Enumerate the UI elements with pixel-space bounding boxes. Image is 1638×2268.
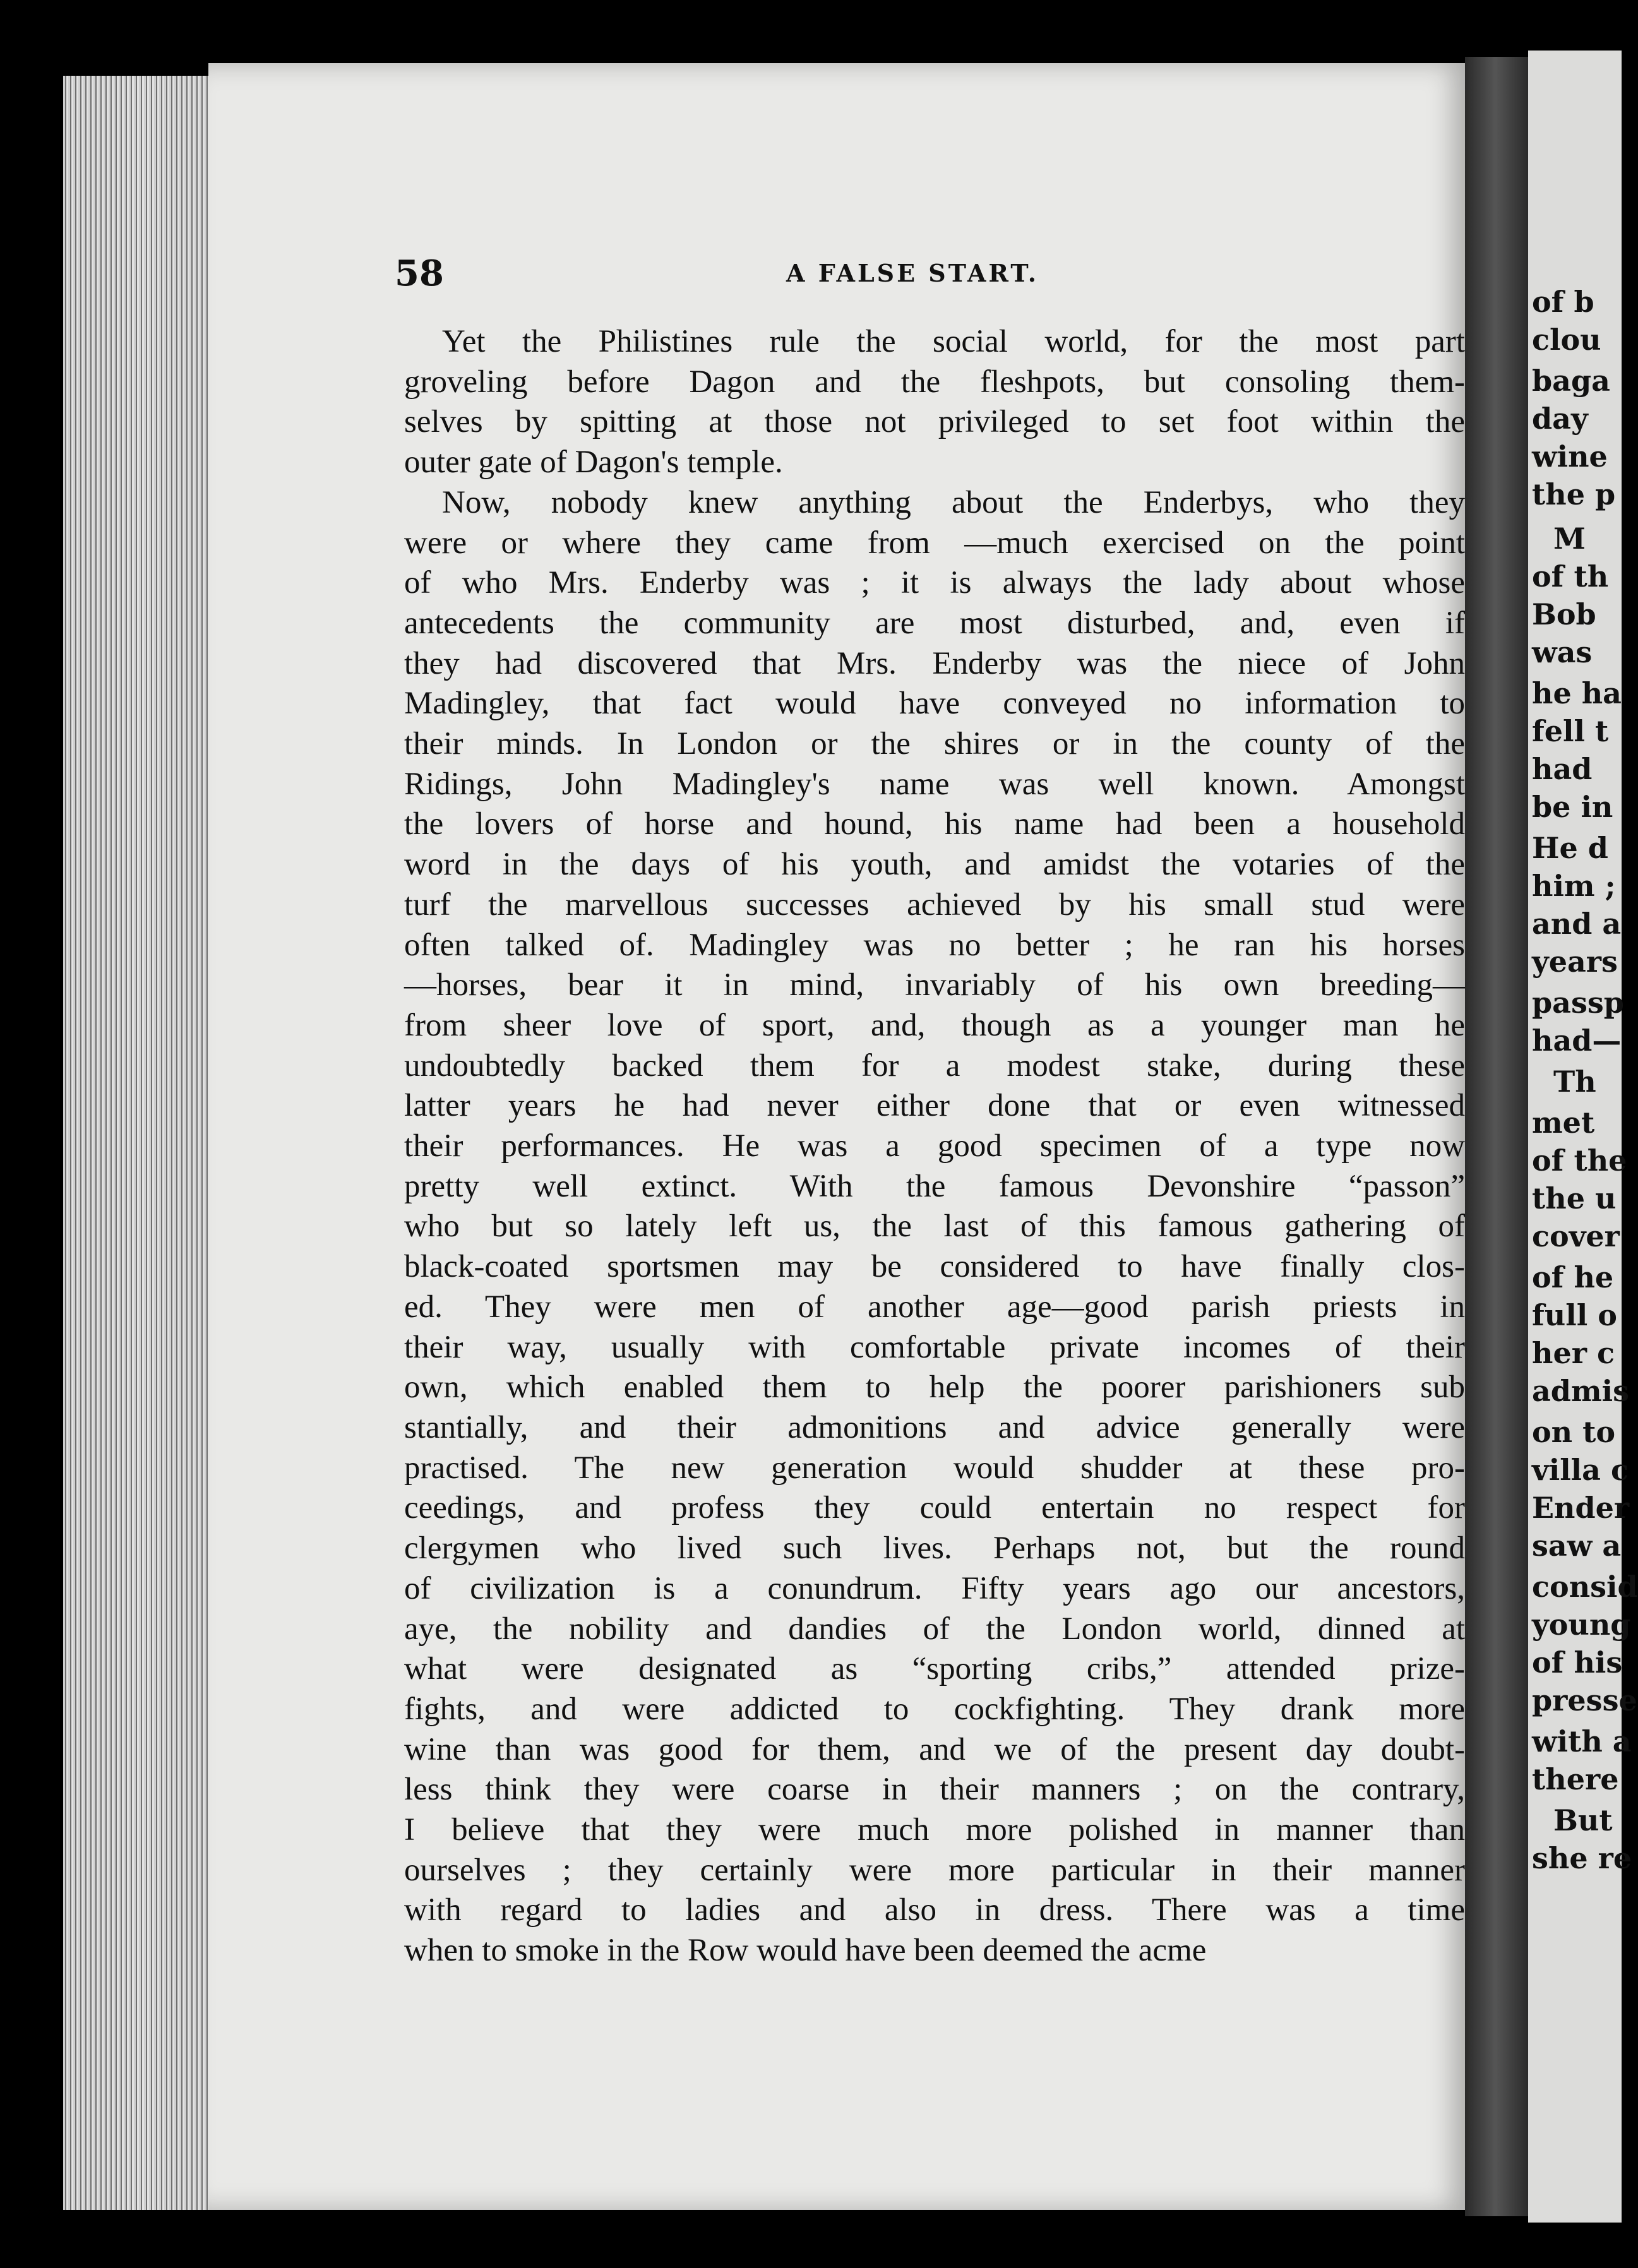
text-line: antecedents the community are most disturbed, and, even if <box>404 605 1465 641</box>
text-line: when to smoke in the Row would have been deemed the acme <box>404 1933 1207 1969</box>
text-line: selves by spitting at those not privileged to set foot within the <box>404 404 1465 440</box>
facing-page-fragment: be in <box>1532 790 1613 824</box>
facing-page-fragment: was <box>1532 635 1593 669</box>
text-line: groveling before Dagon and the fleshpots, but consoling them- <box>404 364 1465 400</box>
facing-page-fragment: full o <box>1532 1298 1617 1332</box>
text-line: Now, nobody knew anything about the Enderbys, who they <box>442 484 1465 520</box>
text-line: practised. The new generation would shudder at these pro- <box>404 1450 1465 1486</box>
paragraph <box>404 322 1465 483</box>
text-line: outer gate of Dagon's temple. <box>404 445 783 480</box>
body-text <box>404 322 1465 1971</box>
facing-page-fragment: consid <box>1532 1570 1638 1604</box>
facing-page-fragment: villa c <box>1532 1453 1629 1487</box>
facing-page-fragment: admis <box>1532 1374 1630 1408</box>
text-line: what were designated as “sporting cribs,” attended prize- <box>404 1651 1465 1687</box>
text-line: clergymen who lived such lives. Perhaps not, but the round <box>404 1531 1465 1567</box>
facing-page-fragment: there <box>1532 1762 1619 1796</box>
facing-page-fragment: met <box>1532 1106 1595 1140</box>
facing-page-fragment: her c <box>1532 1336 1615 1370</box>
facing-page-fragment: M <box>1553 522 1586 556</box>
text-line: of civilization is a conundrum. Fifty years ago our ancestors, <box>404 1570 1465 1606</box>
facing-page-fragment: Th <box>1553 1065 1596 1099</box>
text-line: wine than was good for them, and we of the present day doubt- <box>404 1731 1465 1767</box>
text-line: I believe that they were much more polished in manner than <box>404 1812 1465 1848</box>
facing-page-fragment: Bob <box>1532 597 1596 631</box>
text-line: latter years he had never either done that or even witnessed <box>404 1088 1465 1124</box>
text-line: pretty well extinct. With the famous Devonshire “passon” <box>404 1168 1465 1204</box>
text-line: of who Mrs. Enderby was ; it is always the lady about whose <box>404 565 1465 601</box>
facing-page-fragment: had <box>1532 752 1593 786</box>
facing-page-fragment: years <box>1532 945 1618 979</box>
facing-page-fragment: and a <box>1532 907 1622 941</box>
text-line: Yet the Philistines rule the social world, for the most part <box>442 324 1465 359</box>
text-line: their minds. In London or the shires or in the county of the <box>404 726 1465 762</box>
page-number: 58 <box>395 253 444 294</box>
page-edges <box>63 76 221 2210</box>
facing-page-fragment: young <box>1532 1608 1631 1642</box>
facing-page-fragment: of he <box>1532 1260 1614 1294</box>
facing-page-fragment: had— <box>1532 1024 1622 1058</box>
facing-page-fragment: clou <box>1532 323 1601 357</box>
facing-page-fragment: of b <box>1532 285 1594 319</box>
facing-page-fragment: him ; <box>1532 869 1616 903</box>
page-header <box>395 253 1456 303</box>
text-line: own, which enabled them to help the poorer parishioners sub <box>404 1370 1465 1406</box>
facing-page-fragment: fell t <box>1532 714 1609 748</box>
facing-page-fragment: cover <box>1532 1219 1620 1253</box>
facing-page-fragment: she re <box>1532 1841 1632 1875</box>
facing-page-fragment: with a <box>1532 1724 1632 1758</box>
text-line: less think they were coarse in their manners ; on the contrary, <box>404 1772 1465 1808</box>
facing-page-fragment: the u <box>1532 1181 1617 1215</box>
text-line: undoubtedly backed them for a modest stake, during these <box>404 1047 1465 1083</box>
text-line: often talked of. Madingley was no better ; he ran his horses <box>404 927 1465 963</box>
text-line: Ridings, John Madingley's name was well known. Amongst <box>404 766 1465 802</box>
facing-page-edge <box>1528 51 1638 2223</box>
facing-page-fragment: But <box>1553 1803 1613 1837</box>
facing-page-fragment: of his <box>1532 1645 1623 1680</box>
running-title: A FALSE START. <box>786 259 1039 287</box>
facing-page-fragment: on to <box>1532 1415 1616 1449</box>
text-line: black-coated sportsmen may be considered to have finally clos- <box>404 1249 1465 1285</box>
facing-page-fragment: he ha <box>1532 676 1622 710</box>
facing-page-fragment: of the <box>1532 1143 1627 1178</box>
text-line: —horses, bear it in mind, invariably of his own breeding— <box>404 967 1465 1003</box>
facing-page-fragment: of th <box>1532 559 1609 594</box>
text-line: from sheer love of sport, and, though as a younger man he <box>404 1007 1465 1043</box>
text-line: their performances. He was a good specimen of a type now <box>404 1128 1465 1164</box>
text-line: who but so lately left us, the last of this famous gathering of <box>404 1209 1465 1244</box>
facing-page-fragment: day <box>1532 402 1588 436</box>
facing-page-fragment: the p <box>1532 477 1616 511</box>
text-line: turf the marvellous successes achieved by his small stud were <box>404 886 1465 922</box>
text-line: their way, usually with comfortable private incomes of their <box>404 1329 1465 1365</box>
text-line: with regard to ladies and also in dress. There was a time <box>404 1892 1465 1928</box>
facing-page-fragment: presse <box>1532 1683 1637 1717</box>
facing-page-fragment: baga <box>1532 364 1610 398</box>
text-line: were or where they came from —much exercised on the point <box>404 525 1465 561</box>
facing-page-fragment: passp <box>1532 986 1624 1020</box>
text-line: ceedings, and profess they could entertain no respect for <box>404 1490 1465 1526</box>
text-line: aye, the nobility and dandies of the London world, dinned at <box>404 1611 1465 1647</box>
facing-page-fragment: He d <box>1532 831 1608 865</box>
text-line: the lovers of horse and hound, his name had been a household <box>404 806 1465 842</box>
paragraph <box>404 483 1465 1971</box>
text-line: word in the days of his youth, and amidst the votaries of the <box>404 847 1465 883</box>
text-line: fights, and were addicted to cockfighting. They drank more <box>404 1691 1465 1727</box>
text-line: Madingley, that fact would have conveyed no information to <box>404 686 1465 722</box>
facing-page-fragment: saw a <box>1532 1529 1622 1563</box>
text-line: ourselves ; they certainly were more particular in their manner <box>404 1852 1465 1888</box>
facing-page-fragment: wine <box>1532 439 1608 474</box>
facing-page-fragment: Ender <box>1532 1491 1630 1525</box>
text-line: ed. They were men of another age—good parish priests in <box>404 1289 1465 1325</box>
text-line: they had discovered that Mrs. Enderby was the niece of John <box>404 645 1465 681</box>
text-line: stantially, and their admonitions and advice generally were <box>404 1409 1465 1445</box>
